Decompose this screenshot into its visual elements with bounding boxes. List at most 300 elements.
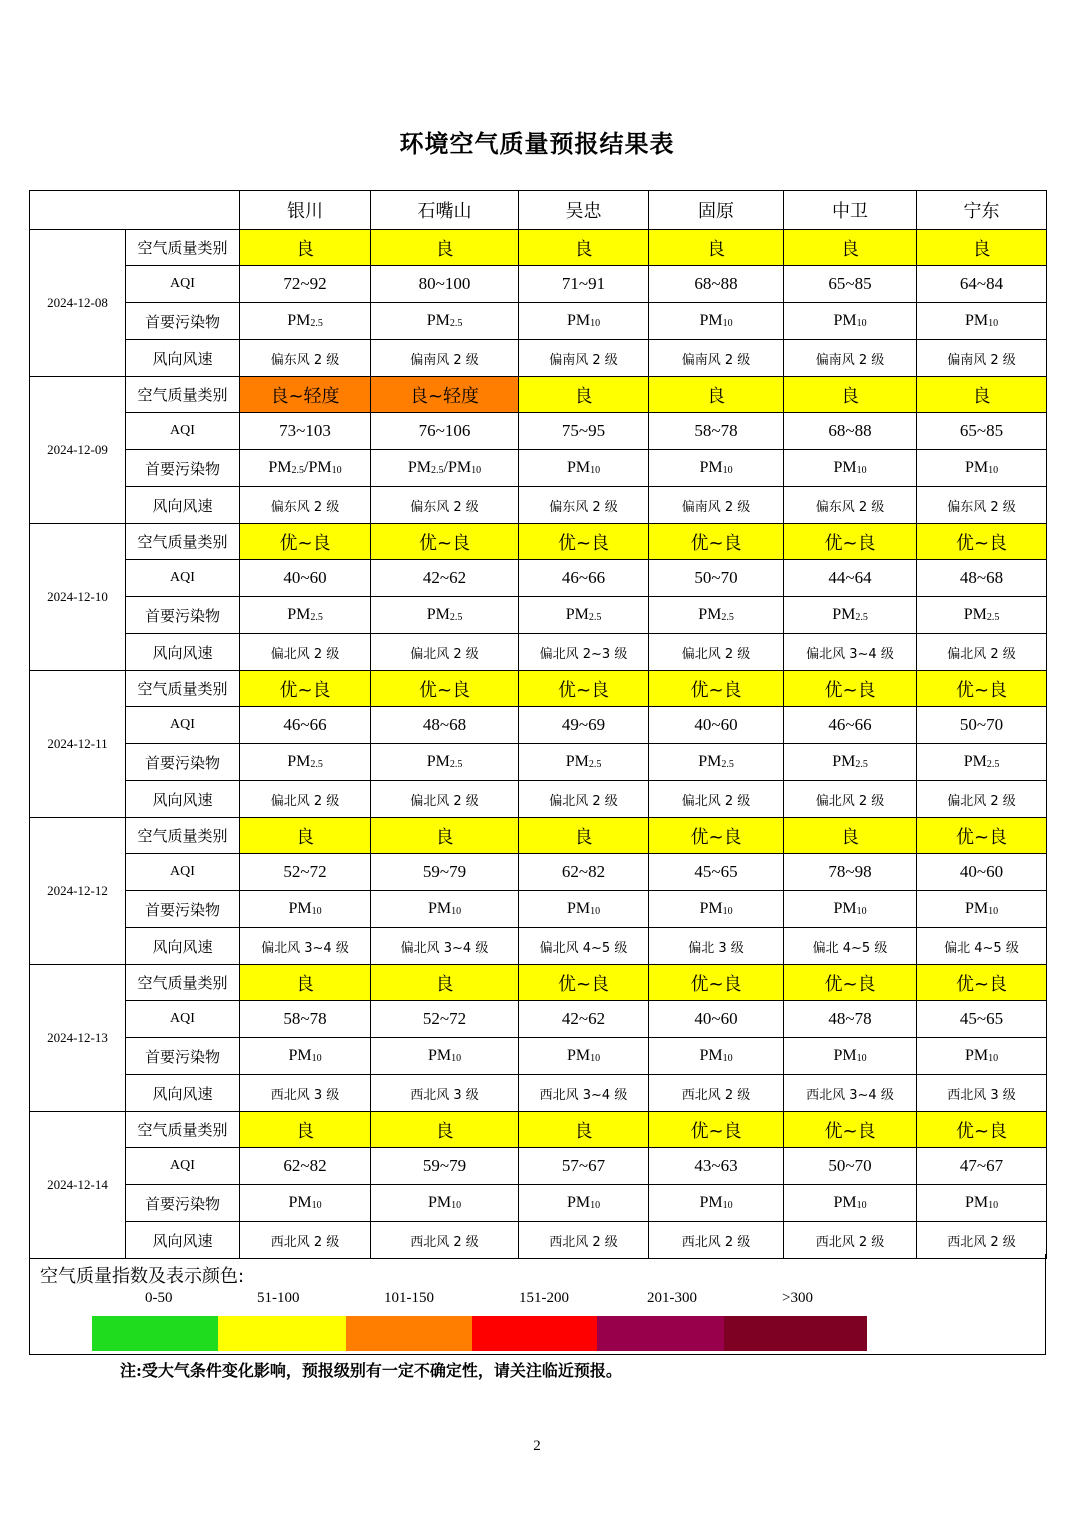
- pollutant-cell: [240, 303, 371, 340]
- wind-cell: 西北风 2 级: [240, 1222, 371, 1259]
- aqi-cell: 59~79: [371, 854, 519, 891]
- pollutant-name: PM: [964, 900, 989, 917]
- aqi-cell: 52~72: [371, 1001, 519, 1038]
- pollutant-subscript: 10: [471, 465, 482, 476]
- aqi-cell: 50~70: [784, 1148, 917, 1185]
- category-row: [30, 818, 1047, 854]
- pollutant-name: PM: [699, 1047, 723, 1064]
- aqi-cell: 50~70: [917, 707, 1047, 744]
- row-label-category: 空气质量类别: [126, 230, 240, 266]
- pollutant-name: PM: [699, 312, 723, 329]
- wind-cell: 偏北风 2 级: [519, 781, 649, 818]
- aqi-cell: 46~66: [519, 560, 649, 597]
- category-row: [30, 230, 1047, 266]
- pollutant-subscript: 2.5: [721, 759, 734, 770]
- pollutant-cell: [240, 891, 371, 928]
- page-number: 2: [533, 1438, 541, 1454]
- pollutant-cell: [649, 450, 784, 487]
- pollutant-cell: [371, 1185, 519, 1222]
- pollutant-cell: [519, 744, 649, 781]
- category-cell: 优~良: [240, 524, 371, 560]
- pollutant-subscript: 10: [856, 465, 867, 476]
- aqi-row: [30, 707, 1047, 744]
- pollutant-name: PM: [407, 459, 432, 476]
- pollutant-subscript: 10: [311, 1200, 322, 1211]
- wind-row: [30, 634, 1047, 671]
- aqi-cell: 57~67: [519, 1148, 649, 1185]
- city-header: 固原: [649, 191, 784, 230]
- pollutant-name: PM: [566, 312, 591, 329]
- pollutant-subscript: 2.5: [588, 612, 602, 623]
- wind-cell: 西北风 2 级: [784, 1222, 917, 1259]
- row-label-aqi: AQI: [126, 560, 240, 597]
- date-cell: 2024-12-11: [30, 671, 126, 818]
- aqi-cell: 47~67: [917, 1148, 1047, 1185]
- pollutant-subscript: 10: [590, 1200, 601, 1211]
- category-cell: 良: [371, 818, 519, 854]
- pollutant-subscript: 2.5: [291, 465, 305, 476]
- aqi-cell: 48~68: [371, 707, 519, 744]
- city-header: 宁东: [917, 191, 1047, 230]
- category-cell: 良: [519, 377, 649, 413]
- pollutant-name: /PM: [443, 459, 472, 476]
- pollutant-name: PM: [426, 753, 450, 770]
- forecast-body: [30, 230, 1047, 1259]
- pollutant-cell: [240, 450, 371, 487]
- row-label-category: 空气质量类别: [126, 818, 240, 854]
- wind-cell: 偏北风 2 级: [240, 634, 371, 671]
- wind-cell: 偏北风 2~3 级: [519, 634, 649, 671]
- legend-range-label: 201-300: [647, 1290, 697, 1306]
- aqi-cell: 58~78: [240, 1001, 371, 1038]
- aqi-cell: 42~62: [519, 1001, 649, 1038]
- pollutant-cell: [917, 1038, 1047, 1075]
- header-corner: [30, 191, 240, 230]
- pollutant-subscript: 2.5: [310, 759, 323, 770]
- pollutant-subscript: 10: [722, 906, 733, 917]
- wind-cell: 偏北风 2 级: [784, 781, 917, 818]
- pollutant-cell: [240, 597, 371, 634]
- pollutant-row: [30, 1185, 1047, 1222]
- category-row: [30, 524, 1047, 560]
- pollutant-cell: [917, 450, 1047, 487]
- category-cell: 优~良: [917, 524, 1047, 560]
- aqi-cell: 40~60: [917, 854, 1047, 891]
- pollutant-cell: [519, 450, 649, 487]
- pollutant-subscript: 10: [451, 906, 462, 917]
- pollutant-subscript: 2.5: [986, 612, 1000, 623]
- wind-cell: 西北风 3 级: [371, 1075, 519, 1112]
- pollutant-name: PM: [287, 753, 311, 770]
- category-cell: 优~良: [649, 671, 784, 707]
- category-cell: 优~良: [917, 671, 1047, 707]
- aqi-cell: 75~95: [519, 413, 649, 450]
- pollutant-subscript: 10: [722, 1200, 733, 1211]
- pollutant-subscript: 10: [722, 1053, 733, 1064]
- page-title: 环境空气质量预报结果表: [399, 129, 675, 158]
- legend-range-label: 151-200: [519, 1290, 569, 1306]
- category-cell: 良: [917, 230, 1047, 266]
- row-label-pollutant: 首要污染物: [126, 303, 240, 340]
- pollutant-cell: [240, 744, 371, 781]
- legend-range-label: >300: [782, 1290, 813, 1306]
- category-cell: 良: [371, 965, 519, 1001]
- wind-row: [30, 928, 1047, 965]
- wind-cell: 偏北风 4~5 级: [519, 928, 649, 965]
- wind-cell: 西北风 2 级: [371, 1222, 519, 1259]
- wind-cell: 偏南风 2 级: [784, 340, 917, 377]
- pollutant-subscript: 10: [856, 1200, 867, 1211]
- aqi-cell: 72~92: [240, 266, 371, 303]
- pollutant-name: PM: [832, 753, 856, 770]
- pollutant-cell: [519, 891, 649, 928]
- category-cell: 优~良: [784, 524, 917, 560]
- wind-row: [30, 1075, 1047, 1112]
- category-cell: 良~轻度: [240, 377, 371, 413]
- pollutant-row: [30, 597, 1047, 634]
- row-label-category: 空气质量类别: [126, 671, 240, 707]
- wind-cell: 偏北风 2 级: [917, 781, 1047, 818]
- pollutant-cell: [371, 891, 519, 928]
- pollutant-cell: [240, 1185, 371, 1222]
- legend-swatch: [218, 1316, 346, 1351]
- row-label-aqi: AQI: [126, 707, 240, 744]
- pollutant-subscript: 2.5: [449, 759, 463, 770]
- date-cell: 2024-12-10: [30, 524, 126, 671]
- aqi-cell: 64~84: [917, 266, 1047, 303]
- wind-cell: 偏东风 2 级: [519, 487, 649, 524]
- pollutant-name: PM: [427, 1194, 452, 1211]
- pollutant-cell: [371, 744, 519, 781]
- aqi-cell: 48~68: [917, 560, 1047, 597]
- legend-swatch: [346, 1316, 472, 1351]
- category-cell: 良: [371, 1112, 519, 1148]
- aqi-cell: 76~106: [371, 413, 519, 450]
- aqi-cell: 71~91: [519, 266, 649, 303]
- wind-cell: 西北风 3 级: [240, 1075, 371, 1112]
- pollutant-subscript: 10: [988, 1200, 999, 1211]
- wind-cell: 西北风 2 级: [519, 1222, 649, 1259]
- category-cell: 优~良: [649, 965, 784, 1001]
- category-cell: 优~良: [649, 524, 784, 560]
- pollutant-name: PM: [288, 900, 312, 917]
- category-cell: 良~轻度: [371, 377, 519, 413]
- category-cell: 优~良: [240, 671, 371, 707]
- date-cell: 2024-12-12: [30, 818, 126, 965]
- pollutant-cell: [649, 1185, 784, 1222]
- pollutant-cell: [784, 891, 917, 928]
- aqi-row: [30, 413, 1047, 450]
- row-label-pollutant: 首要污染物: [126, 1038, 240, 1075]
- pollutant-subscript: 2.5: [449, 318, 463, 329]
- wind-cell: 偏北风 2 级: [371, 781, 519, 818]
- wind-cell: 偏北 3 级: [649, 928, 784, 965]
- aqi-cell: 68~88: [784, 413, 917, 450]
- pollutant-name: PM: [699, 459, 723, 476]
- pollutant-subscript: 2.5: [431, 465, 444, 476]
- aqi-cell: 62~82: [519, 854, 649, 891]
- legend-swatch: [472, 1316, 597, 1351]
- pollutant-row: [30, 450, 1047, 487]
- pollutant-name: PM: [963, 606, 987, 623]
- aqi-cell: 65~85: [784, 266, 917, 303]
- category-cell: 良: [240, 818, 371, 854]
- wind-cell: 偏北风 2 级: [649, 634, 784, 671]
- pollutant-cell: [649, 891, 784, 928]
- forecast-note: 注:受大气条件变化影响，预报级别有一定不确定性，请关注临近预报。: [120, 1361, 622, 1380]
- category-cell: 良: [519, 818, 649, 854]
- wind-cell: 偏南风 2 级: [519, 340, 649, 377]
- pollutant-name: PM: [426, 312, 450, 329]
- wind-cell: 偏南风 2 级: [649, 487, 784, 524]
- row-label-wind: 风向风速: [126, 634, 240, 671]
- pollutant-subscript: 10: [722, 465, 733, 476]
- row-label-pollutant: 首要污染物: [126, 1185, 240, 1222]
- wind-cell: 偏东风 2 级: [784, 487, 917, 524]
- wind-row: [30, 487, 1047, 524]
- pollutant-subscript: 10: [451, 1053, 462, 1064]
- wind-cell: 偏北风 2 级: [371, 634, 519, 671]
- pollutant-subscript: 2.5: [855, 759, 868, 770]
- pollutant-cell: [917, 1185, 1047, 1222]
- pollutant-name: PM: [698, 606, 722, 623]
- aqi-row: [30, 1001, 1047, 1038]
- row-label-aqi: AQI: [126, 266, 240, 303]
- aqi-cell: 40~60: [649, 1001, 784, 1038]
- aqi-cell: 46~66: [240, 707, 371, 744]
- aqi-cell: 40~60: [649, 707, 784, 744]
- pollutant-subscript: 2.5: [855, 612, 868, 623]
- wind-row: [30, 1222, 1047, 1259]
- pollutant-name: PM: [427, 1047, 452, 1064]
- category-row: [30, 1112, 1047, 1148]
- date-cell: 2024-12-13: [30, 965, 126, 1112]
- pollutant-cell: [917, 303, 1047, 340]
- pollutant-cell: [917, 597, 1047, 634]
- legend-title: 空气质量指数及表示颜色:: [40, 1266, 245, 1287]
- row-label-aqi: AQI: [126, 413, 240, 450]
- row-label-wind: 风向风速: [126, 487, 240, 524]
- category-cell: 良: [784, 818, 917, 854]
- wind-cell: 偏北风 3~4 级: [784, 634, 917, 671]
- row-label-wind: 风向风速: [126, 928, 240, 965]
- wind-cell: 西北风 2 级: [917, 1222, 1047, 1259]
- pollutant-name: PM: [832, 606, 856, 623]
- pollutant-name: PM: [964, 1194, 989, 1211]
- pollutant-name: PM: [699, 900, 723, 917]
- category-cell: 优~良: [784, 1112, 917, 1148]
- aqi-row: [30, 1148, 1047, 1185]
- row-label-category: 空气质量类别: [126, 524, 240, 560]
- pollutant-cell: [519, 1185, 649, 1222]
- pollutant-subscript: 2.5: [721, 612, 734, 623]
- pollutant-subscript: 10: [856, 318, 867, 329]
- aqi-cell: 59~79: [371, 1148, 519, 1185]
- pollutant-name: PM: [963, 753, 987, 770]
- city-header: 中卫: [784, 191, 917, 230]
- aqi-cell: 73~103: [240, 413, 371, 450]
- pollutant-subscript: 10: [856, 1053, 867, 1064]
- category-cell: 良: [240, 230, 371, 266]
- category-cell: 优~良: [917, 1112, 1047, 1148]
- pollutant-name: PM: [833, 900, 857, 917]
- row-label-pollutant: 首要污染物: [126, 597, 240, 634]
- aqi-cell: 45~65: [917, 1001, 1047, 1038]
- category-cell: 良: [519, 1112, 649, 1148]
- aqi-cell: 40~60: [240, 560, 371, 597]
- pollutant-row: [30, 891, 1047, 928]
- category-cell: 优~良: [519, 671, 649, 707]
- category-cell: 良: [649, 377, 784, 413]
- pollutant-name: PM: [426, 606, 450, 623]
- pollutant-name: PM: [833, 1047, 857, 1064]
- pollutant-subscript: 10: [988, 318, 999, 329]
- city-header: 吴忠: [519, 191, 649, 230]
- pollutant-cell: [649, 1038, 784, 1075]
- aqi-row: [30, 266, 1047, 303]
- row-label-pollutant: 首要污染物: [126, 891, 240, 928]
- pollutant-cell: [784, 303, 917, 340]
- date-cell: 2024-12-08: [30, 230, 126, 377]
- row-label-wind: 风向风速: [126, 340, 240, 377]
- pollutant-name: PM: [566, 1194, 591, 1211]
- pollutant-name: /PM: [304, 459, 332, 476]
- pollutant-name: PM: [699, 1194, 723, 1211]
- legend-range-label: 0-50: [145, 1290, 173, 1306]
- category-cell: 良: [240, 965, 371, 1001]
- header-row: [30, 191, 1047, 230]
- aqi-row: [30, 560, 1047, 597]
- pollutant-cell: [649, 744, 784, 781]
- row-label-wind: 风向风速: [126, 1222, 240, 1259]
- date-cell: 2024-12-14: [30, 1112, 126, 1259]
- pollutant-name: PM: [288, 1047, 312, 1064]
- wind-cell: 西北风 3~4 级: [784, 1075, 917, 1112]
- aqi-cell: 48~78: [784, 1001, 917, 1038]
- legend-range-label: 51-100: [257, 1290, 300, 1306]
- category-cell: 良: [784, 230, 917, 266]
- pollutant-cell: [917, 891, 1047, 928]
- pollutant-cell: [649, 303, 784, 340]
- pollutant-cell: [784, 597, 917, 634]
- wind-cell: 偏南风 2 级: [917, 340, 1047, 377]
- wind-cell: 偏南风 2 级: [649, 340, 784, 377]
- wind-row: [30, 781, 1047, 818]
- row-label-aqi: AQI: [126, 1148, 240, 1185]
- pollutant-name: PM: [964, 312, 989, 329]
- pollutant-name: PM: [566, 459, 591, 476]
- pollutant-name: PM: [288, 1194, 312, 1211]
- row-label-category: 空气质量类别: [126, 377, 240, 413]
- pollutant-name: PM: [566, 1047, 591, 1064]
- pollutant-name: PM: [427, 900, 452, 917]
- pollutant-subscript: 2.5: [449, 612, 463, 623]
- pollutant-row: [30, 1038, 1047, 1075]
- wind-cell: 偏东风 2 级: [917, 487, 1047, 524]
- legend-range-label: 101-150: [384, 1290, 434, 1306]
- pollutant-name: PM: [287, 606, 311, 623]
- pollutant-name: PM: [565, 606, 589, 623]
- aqi-cell: 68~88: [649, 266, 784, 303]
- pollutant-subscript: 10: [988, 465, 999, 476]
- pollutant-name: PM: [964, 1047, 989, 1064]
- wind-cell: 偏北风 2 级: [917, 634, 1047, 671]
- pollutant-cell: [519, 303, 649, 340]
- aqi-cell: 58~78: [649, 413, 784, 450]
- category-cell: 优~良: [917, 818, 1047, 854]
- pollutant-cell: [784, 744, 917, 781]
- category-cell: 优~良: [519, 965, 649, 1001]
- category-cell: 良: [917, 377, 1047, 413]
- pollutant-cell: [784, 1185, 917, 1222]
- row-label-wind: 风向风速: [126, 1075, 240, 1112]
- pollutant-cell: [917, 744, 1047, 781]
- category-cell: 良: [784, 377, 917, 413]
- pollutant-subscript: 10: [311, 906, 322, 917]
- pollutant-subscript: 2.5: [310, 318, 323, 329]
- wind-cell: 偏北风 3~4 级: [240, 928, 371, 965]
- wind-cell: 偏东风 2 级: [240, 487, 371, 524]
- category-cell: 优~良: [649, 1112, 784, 1148]
- aqi-cell: 49~69: [519, 707, 649, 744]
- wind-cell: 西北风 3~4 级: [519, 1075, 649, 1112]
- wind-row: [30, 340, 1047, 377]
- pollutant-name: PM: [566, 900, 591, 917]
- pollutant-name: PM: [565, 753, 589, 770]
- aqi-cell: 50~70: [649, 560, 784, 597]
- pollutant-cell: [649, 597, 784, 634]
- aqi-cell: 45~65: [649, 854, 784, 891]
- wind-cell: 偏北风 2 级: [649, 781, 784, 818]
- pollutant-subscript: 10: [590, 1053, 601, 1064]
- category-cell: 良: [649, 230, 784, 266]
- date-cell: 2024-12-09: [30, 377, 126, 524]
- row-label-pollutant: 首要污染物: [126, 744, 240, 781]
- pollutant-cell: [784, 450, 917, 487]
- row-label-category: 空气质量类别: [126, 1112, 240, 1148]
- pollutant-cell: [371, 597, 519, 634]
- category-cell: 优~良: [371, 524, 519, 560]
- pollutant-subscript: 10: [988, 906, 999, 917]
- pollutant-cell: [240, 1038, 371, 1075]
- pollutant-subscript: 10: [988, 1053, 999, 1064]
- row-label-aqi: AQI: [126, 1001, 240, 1038]
- pollutant-cell: [371, 303, 519, 340]
- category-row: [30, 965, 1047, 1001]
- pollutant-row: [30, 744, 1047, 781]
- aqi-cell: 78~98: [784, 854, 917, 891]
- pollutant-subscript: 10: [722, 318, 733, 329]
- pollutant-cell: [784, 1038, 917, 1075]
- wind-cell: 偏北风 3~4 级: [371, 928, 519, 965]
- pollutant-subscript: 10: [856, 906, 867, 917]
- pollutant-name: PM: [287, 312, 311, 329]
- wind-cell: 偏北 4~5 级: [917, 928, 1047, 965]
- aqi-legend: [29, 1254, 1046, 1355]
- pollutant-subscript: 10: [590, 318, 601, 329]
- pollutant-cell: [371, 450, 519, 487]
- row-label-pollutant: 首要污染物: [126, 450, 240, 487]
- wind-cell: 偏东风 2 级: [371, 487, 519, 524]
- wind-cell: 西北风 3 级: [917, 1075, 1047, 1112]
- pollutant-subscript: 10: [451, 1200, 462, 1211]
- category-cell: 优~良: [371, 671, 519, 707]
- pollutant-row: [30, 303, 1047, 340]
- legend-swatch: [92, 1316, 218, 1351]
- category-cell: 优~良: [784, 965, 917, 1001]
- pollutant-name: PM: [268, 459, 292, 476]
- row-label-wind: 风向风速: [126, 781, 240, 818]
